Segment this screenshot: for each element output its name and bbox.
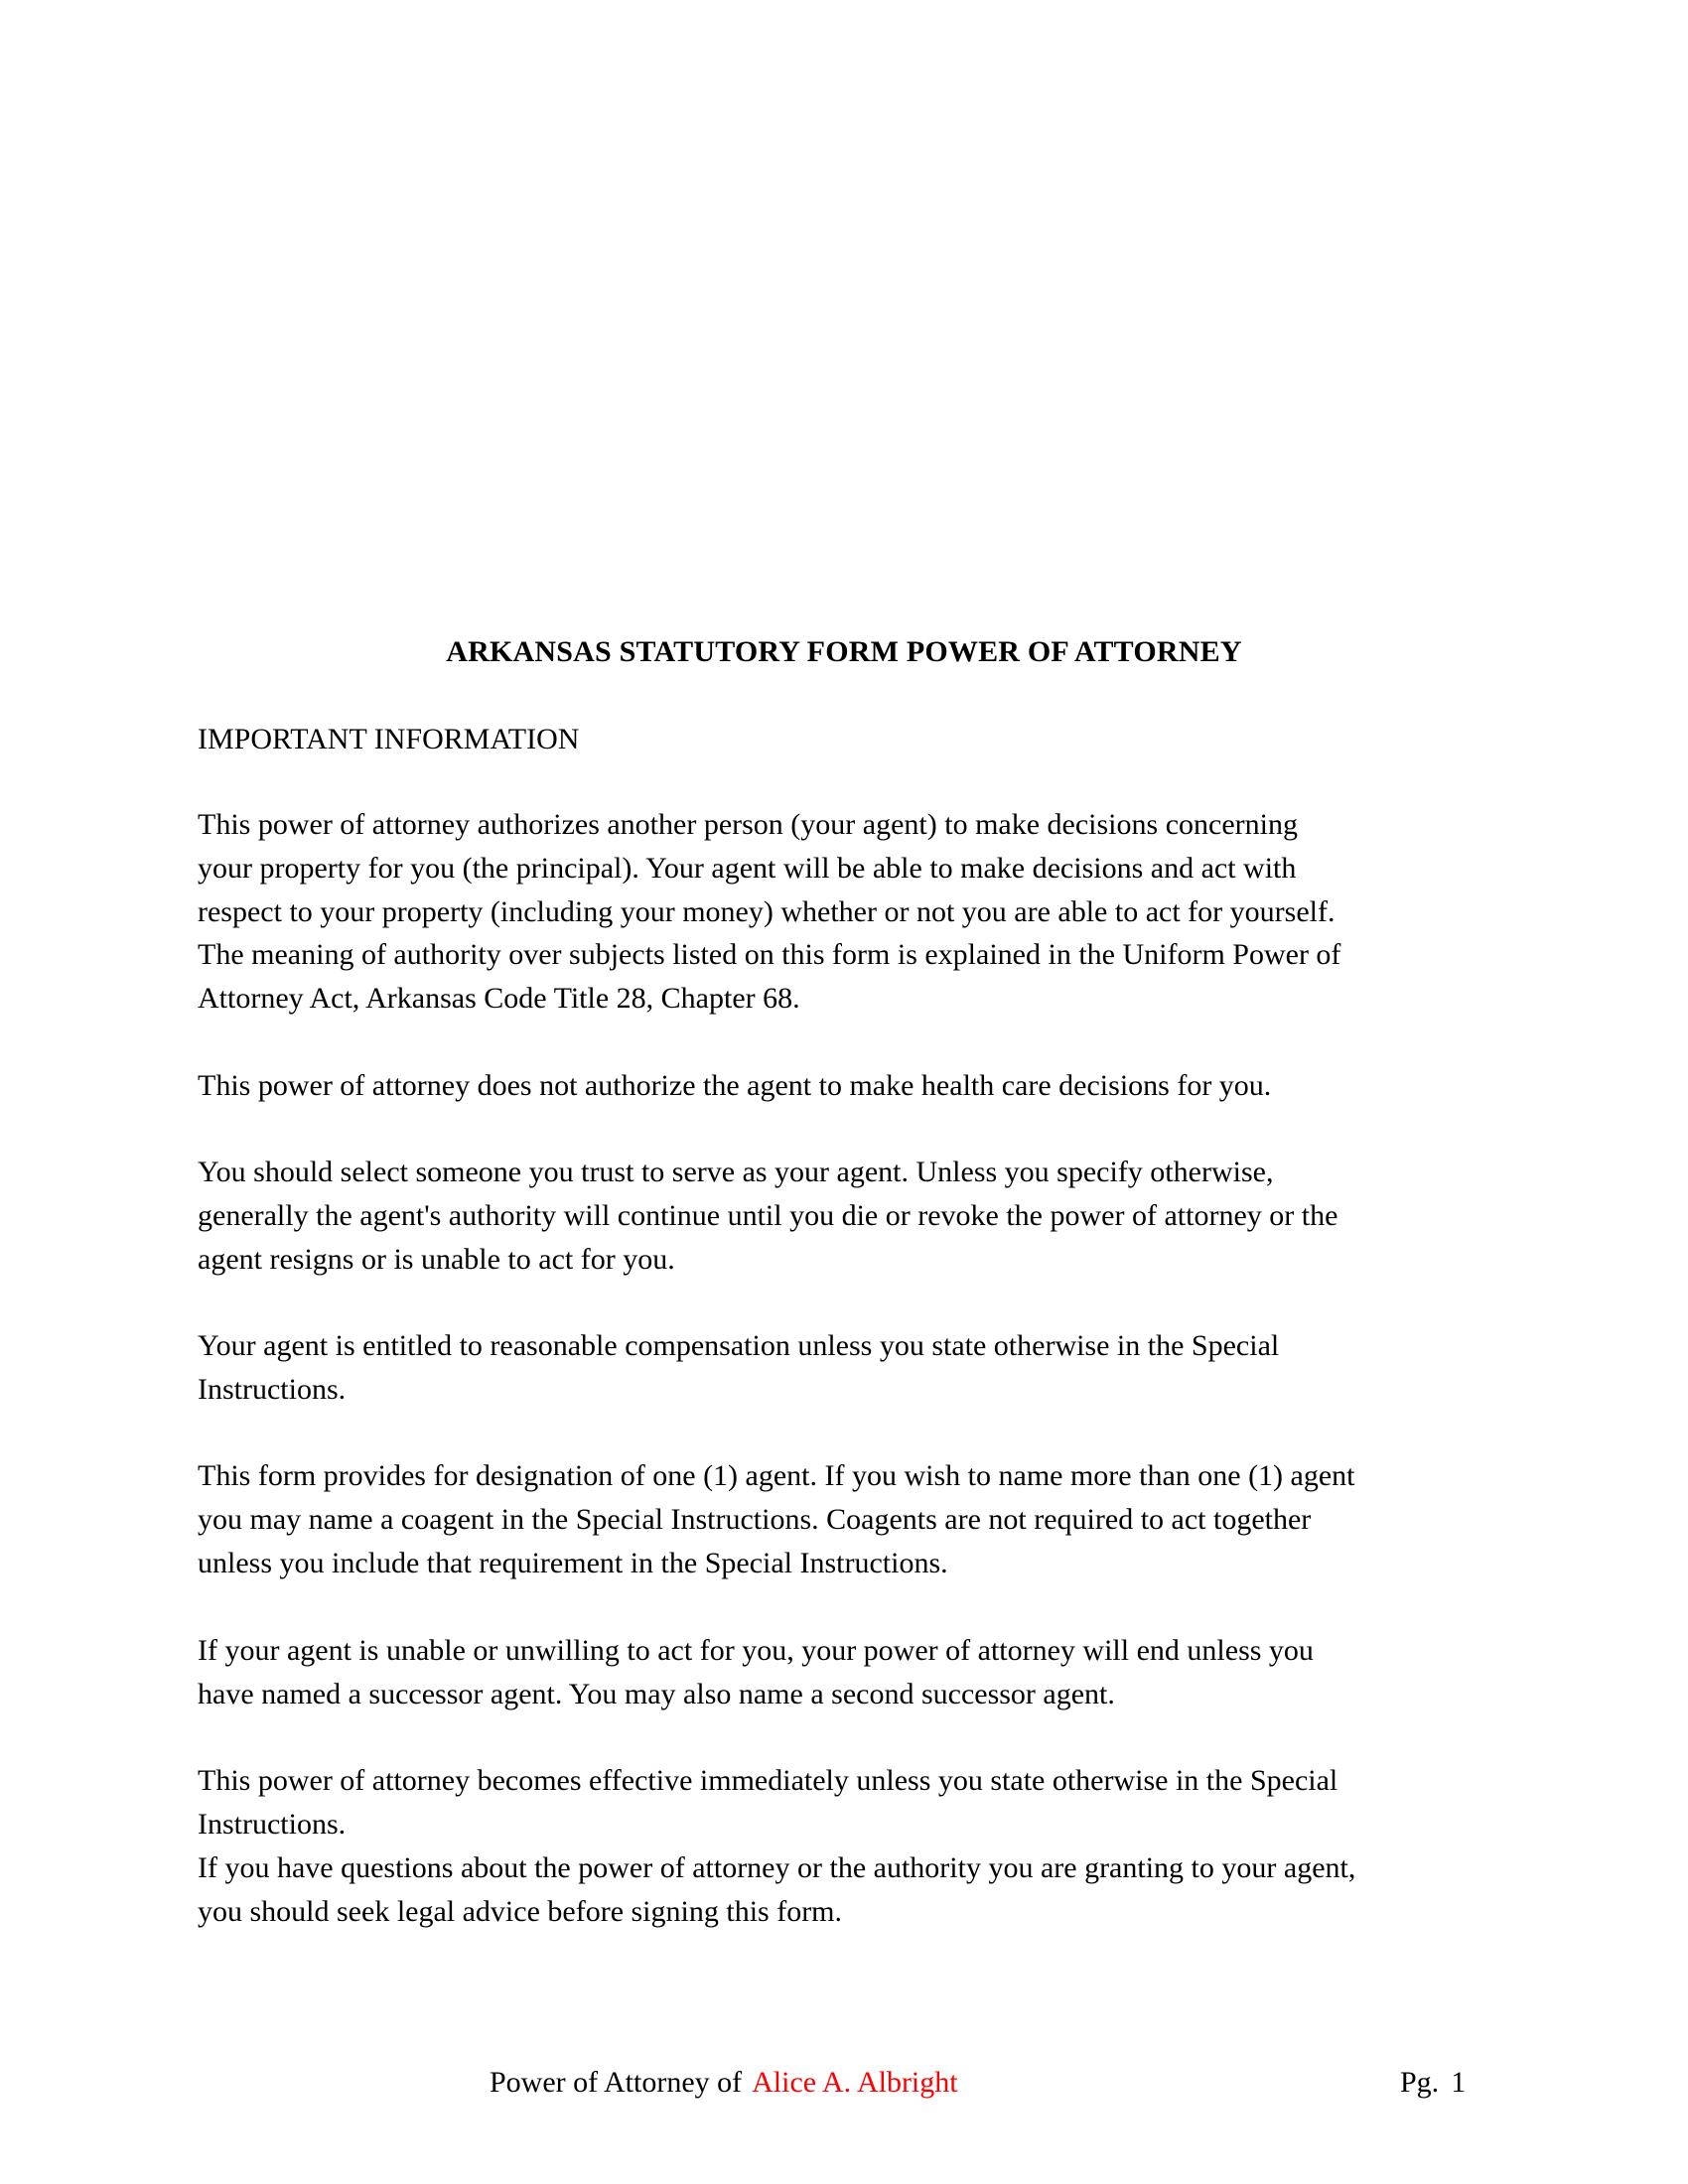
paragraph-line: If your agent is unable or unwilling to act for you, your power of attorney will end unless you: [198, 1634, 1314, 1667]
paragraph-line: You should select someone you trust to serve as your agent. Unless you specify otherwise,: [198, 1156, 1274, 1188]
paragraph-line: you should seek legal advice before signing this form.: [198, 1894, 843, 1928]
paragraph-line: Instructions.: [198, 1807, 347, 1841]
paragraph-line: unless you include that requirement in the Special Instructions.: [198, 1546, 948, 1579]
paragraph-legal-advice: [198, 1846, 1508, 1934]
footer-page-label: Pg.: [1400, 2066, 1440, 2099]
paragraph-designation: [198, 1454, 1508, 1584]
paragraph-line: agent resigns or is unable to act for you.: [198, 1242, 675, 1276]
paragraph-select-agent: [198, 1151, 1508, 1281]
paragraph-line: Attorney Act, Arkansas Code Title 28, Chapter 68.: [198, 982, 800, 1016]
paragraph-line: This power of attorney authorizes another person (your agent) to make decisions concerning: [198, 808, 1298, 841]
paragraph-line: The meaning of authority over subjects listed on this form is explained in the Uniform Power of: [198, 938, 1341, 972]
footer-principal-name: Alice A. Albright: [752, 2066, 958, 2099]
paragraph-line: Instructions.: [198, 1372, 347, 1406]
paragraph-compensation: [198, 1324, 1508, 1412]
paragraph-line: Your agent is entitled to reasonable compensation unless you state otherwise in the Special: [198, 1329, 1280, 1362]
paragraph-line: This power of attorney becomes effective immediately unless you state otherwise in the Special: [198, 1764, 1338, 1797]
paragraph-line: This power of attorney does not authorize the agent to make health care decisions for you.: [198, 1069, 1272, 1102]
paragraph-line: generally the agent's authority will continue until you die or revoke the power of attorney or the: [198, 1198, 1338, 1232]
paragraph-line: have named a successor agent. You may also name a second successor agent.: [198, 1677, 1115, 1710]
footer-page: [1400, 2061, 1466, 2105]
paragraph-effective: [198, 1759, 1508, 1846]
paragraph-line: you may name a coagent in the Special Instructions. Coagents are not required to act together: [198, 1502, 1312, 1536]
footer-page-number: 1: [1451, 2066, 1467, 2099]
paragraph-line: This form provides for designation of one (1) agent. If you wish to name more than one (1) agent: [198, 1459, 1355, 1492]
footer-label: Power of Attorney of: [490, 2066, 743, 2099]
paragraph-line: respect to your property (including your money) whether or not you are able to act for yourself.: [198, 894, 1336, 928]
paragraph-line: your property for you (the principal). Your agent will be able to make decisions and act with: [198, 851, 1297, 885]
section-heading: IMPORTANT INFORMATION: [198, 723, 580, 755]
paragraph-successor-agent: [198, 1629, 1508, 1716]
paragraph-agent-authority: [198, 803, 1508, 1021]
document-title: ARKANSAS STATUTORY FORM POWER OF ATTORNEY: [446, 635, 1242, 668]
footer-principal: [490, 2061, 958, 2105]
paragraph-health-care: [198, 1064, 1508, 1108]
paragraph-line: If you have questions about the power of attorney or the authority you are granting to your agent,: [198, 1851, 1356, 1884]
